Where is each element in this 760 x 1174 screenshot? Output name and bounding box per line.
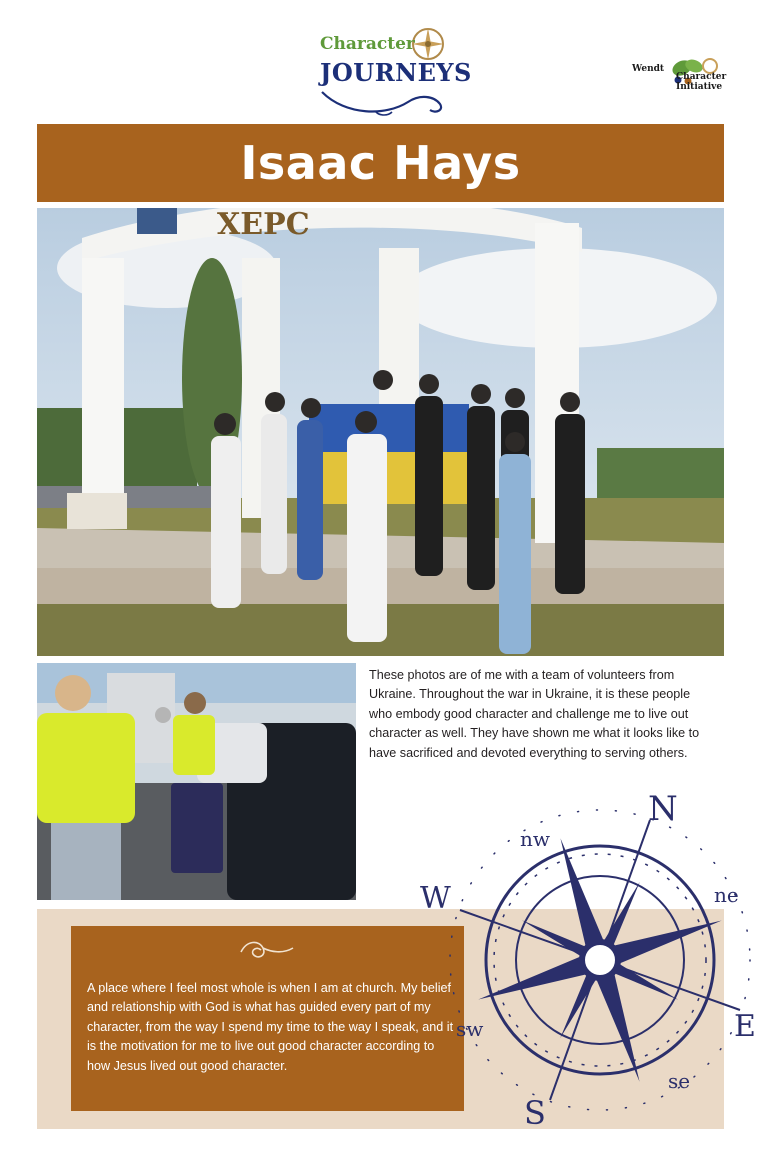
wendt-initiative: Initiative <box>676 82 723 92</box>
swirl-ornament-icon <box>316 86 448 118</box>
group-photo <box>37 208 724 656</box>
compass-sw: sw <box>456 1017 484 1041</box>
sign-letters: ХЕРС <box>217 208 310 242</box>
flourish-ornament-icon <box>237 938 297 962</box>
volunteers-photo <box>37 663 356 900</box>
quote-text: A place where I feel most whole is when I am at church. My belief and relationship with God is what has guided every part of my character, from the way I spend my time to the way I speak, and it is the motivation for me to live out good character according to how Jesus lived out good character. <box>87 981 454 1073</box>
wendt-character: Character <box>676 72 727 82</box>
quote-box <box>71 926 464 1111</box>
compass-s: S <box>524 1094 546 1132</box>
compass-rose-icon <box>416 782 760 1142</box>
wendt-name: Wendt <box>632 64 665 74</box>
logo-character-text: Character <box>320 34 415 54</box>
character-journeys-logo <box>316 22 472 120</box>
compass-nw: nw <box>520 827 550 851</box>
compass-ne: ne <box>714 883 739 907</box>
compass-n: N <box>648 789 678 829</box>
body-paragraph: These photos are of me with a team of volunteers from Ukraine. Throughout the war in Ukraine, it is these people who embody good character and challenge me to live out character as well. They have shown me what it looks like to have sacrificed and devoted everything to serving others. <box>369 668 700 760</box>
compass-w: W <box>420 881 451 916</box>
wendt-character-initiative-logo <box>628 52 728 96</box>
logo-journeys-text: JOURNEYS <box>320 58 472 87</box>
page-title: Isaac Hays <box>240 136 521 190</box>
compass-e: E <box>734 1009 756 1044</box>
compass-se: se <box>668 1069 691 1093</box>
compass-rose-icon <box>410 26 446 62</box>
title-banner <box>37 124 724 202</box>
